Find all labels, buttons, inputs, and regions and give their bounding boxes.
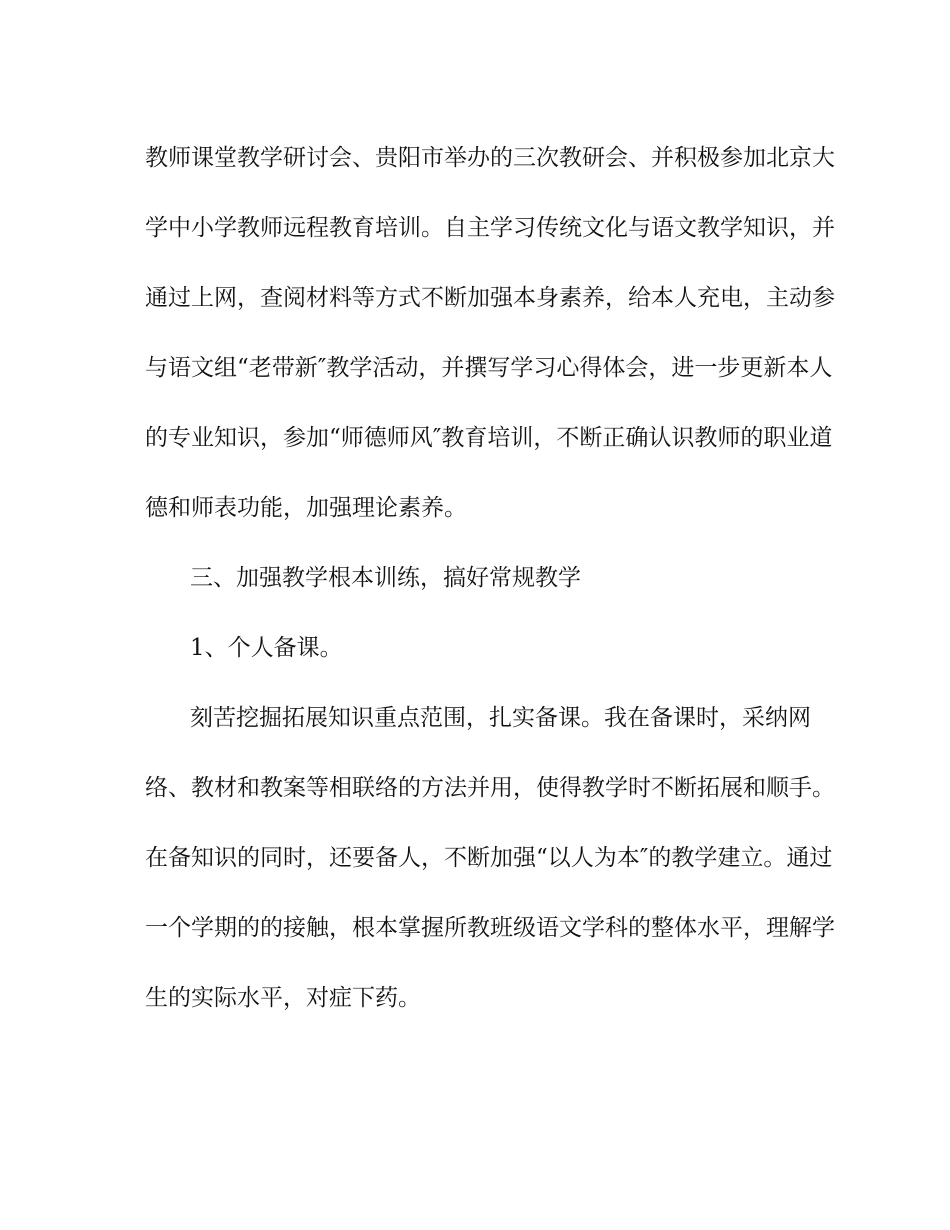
paragraph-line: 络、教材和教案等相联络的方法并用，使得教学时不断拓展和顺手。 [145,775,835,801]
paragraph-line: 德和师表功能，加强理论素养。 [145,495,467,521]
paragraph-line: 教师课堂教学研讨会、贵阳市举办的三次教研会、并积极参加北京大 [145,145,835,171]
paragraph-line: 生的实际水平，对症下药。 [145,985,421,1011]
paragraph-line: 通过上网，查阅材料等方式不断加强本身素养，给本人充电，主动参 [145,285,835,311]
paragraph-line: 一个学期的的接触，根本掌握所教班级语文学科的整体水平，理解学 [145,915,835,941]
section-heading: 三、加强教学根本训练，搞好常规教学 [190,565,581,591]
subsection-heading: 1、个人备课。 [190,635,343,661]
paragraph-line: 在备知识的同时，还要备人，不断加强“以人为本″的教学建立。通过 [145,845,833,871]
paragraph-line: 的专业知识，参加“师德师风″教育培训，不断正确认识教师的职业道 [145,425,833,451]
paragraph-line: 刻苦挖掘拓展知识重点范围，扎实备课。我在备课时，采纳网 [190,705,811,731]
paragraph-line: 与语文组“老带新″教学活动，并撰写学习心得体会，进一步更新本人 [145,355,833,381]
paragraph-line: 学中小学教师远程教育培训。自主学习传统文化与语文教学知识，并 [145,215,835,241]
